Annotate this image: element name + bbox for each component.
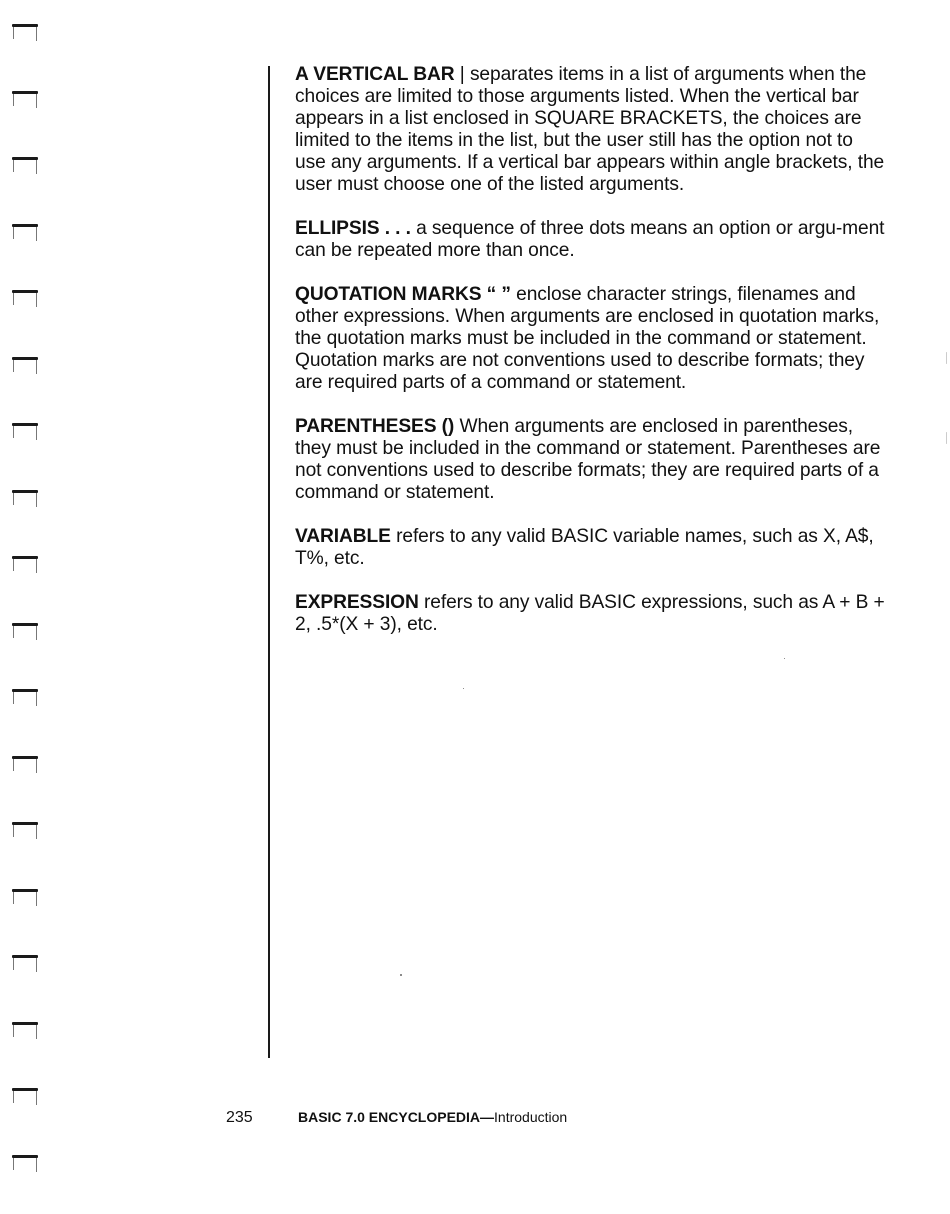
binding-ring (8, 619, 42, 645)
binding-ring (8, 752, 42, 778)
binding-ring (8, 419, 42, 445)
term-parentheses: PARENTHESES () (295, 416, 455, 437)
paragraph-variable (295, 526, 885, 570)
page-number: 235 (226, 1109, 253, 1126)
binding-ring (8, 286, 42, 312)
term-ellipsis: ELLIPSIS . . . (295, 218, 411, 239)
binding-ring (8, 552, 42, 578)
running-footer (298, 1109, 567, 1125)
paragraph-quotation-marks (295, 284, 885, 394)
binding-ring (8, 153, 42, 179)
scan-speck (400, 974, 402, 976)
paragraph-ellipsis (295, 218, 885, 262)
binding-ring (8, 1018, 42, 1044)
binding-ring (8, 20, 42, 46)
footer-section: Introduction (494, 1109, 568, 1125)
definition-expression: refers to any valid BASIC expressions, such as A + B + 2, .5*(X + 3), etc. (295, 592, 885, 635)
binding-ring (8, 87, 42, 113)
binding-ring (8, 818, 42, 844)
margin-rule (268, 66, 270, 1058)
scan-speck (784, 658, 785, 659)
binding-ring (8, 486, 42, 512)
scan-speck (463, 688, 464, 689)
binding-ring (8, 353, 42, 379)
definition-vertical-bar: separates items in a list of arguments when the choices are limited to those arguments listed. When the vertical bar appears in a list enclosed in SQUARE BRACKETS, the choices are limited to the items in the list, but the user still has the option not to use any arguments. If a vertical bar appears within angle brackets, the user must choose one of the listed arguments. (295, 64, 885, 195)
binding-ring (8, 1151, 42, 1177)
definition-variable: refers to any valid BASIC variable names, such as X, A$, T%, etc. (295, 526, 874, 569)
definition-parentheses: When arguments are enclosed in parentheses, they must be included in the command or statement. Parentheses are not conventions used to describe formats; they are required parts of a command or statement. (295, 416, 881, 503)
binding-ring (8, 885, 42, 911)
vertical-bar-symbol: | (454, 64, 470, 85)
binding-ring (8, 685, 42, 711)
term-quotation-marks: QUOTATION MARKS “ ” (295, 284, 511, 305)
binding-ring (8, 951, 42, 977)
paragraph-expression (295, 592, 885, 636)
footer-book-title: BASIC 7.0 ENCYCLOPEDIA— (298, 1109, 495, 1125)
scan-speck (946, 352, 947, 364)
term-variable: VARIABLE (295, 526, 391, 547)
definition-quotation-marks: enclose character strings, filenames and other expressions. When arguments are enclosed in quotation marks, the quotation marks must be included in the command or statement. Quotation marks are not conventions used to describe formats; they are required parts of a command or statement. (295, 284, 880, 393)
term-vertical-bar: A VERTICAL BAR (295, 64, 455, 85)
spiral-binding (8, 20, 48, 1200)
binding-ring (8, 220, 42, 246)
scan-speck (946, 432, 947, 444)
paragraph-vertical-bar (295, 64, 885, 196)
paragraph-parentheses (295, 416, 885, 504)
page-content (295, 64, 885, 658)
binding-ring (8, 1084, 42, 1110)
definition-ellipsis: a sequence of three dots means an option or argu-ment can be repeated more than once. (295, 218, 885, 261)
term-expression: EXPRESSION (295, 592, 419, 613)
